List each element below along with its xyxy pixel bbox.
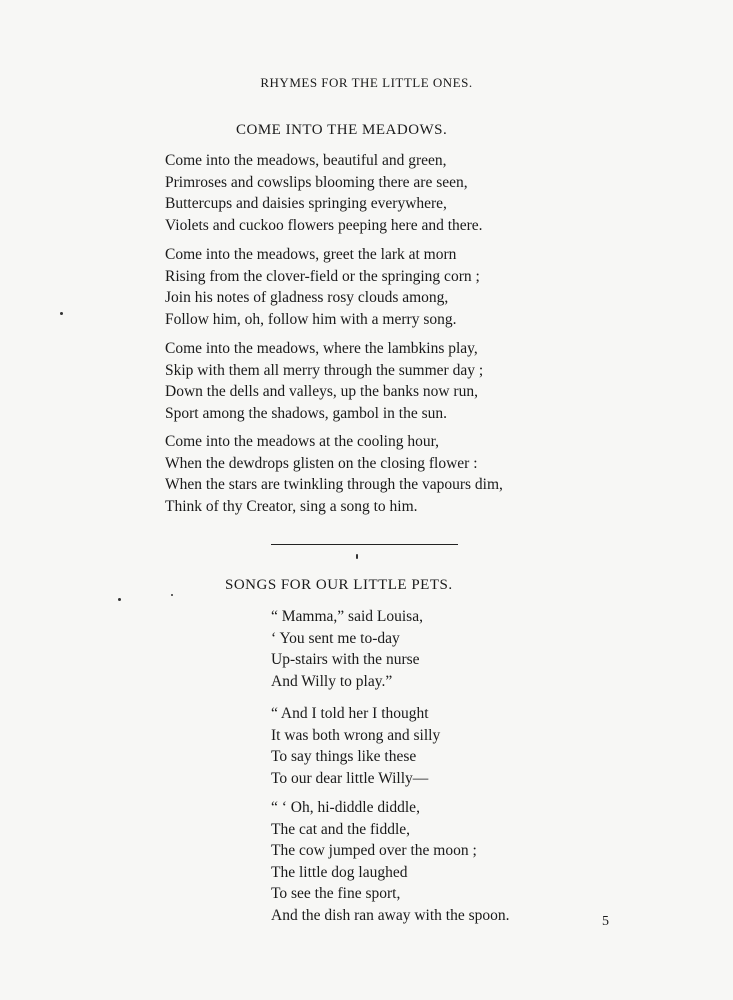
- verse-line: Skip with them all merry through the summer day ;: [165, 361, 484, 379]
- verse-line: The cow jumped over the moon ;: [271, 842, 477, 859]
- poem-title-songs-for-our-little-pets: SONGS FOR OUR LITTLE PETS.: [225, 577, 453, 593]
- verse-line: Up-stairs with the nurse: [271, 651, 420, 668]
- verse-line: Down the dells and valleys, up the banks now run,: [165, 383, 478, 400]
- stanza: [165, 338, 483, 424]
- section-divider-rule: [271, 544, 458, 545]
- stanza: [271, 606, 423, 692]
- verse-line: It was both wrong and silly: [271, 726, 441, 744]
- verse-line: Come into the meadows, greet the lark at morn: [165, 246, 457, 263]
- verse-line: When the dewdrops glisten on the closing flower :: [165, 454, 478, 472]
- verse-line: And the dish ran away with the spoon.: [271, 906, 510, 924]
- verse-line: To see the fine sport,: [271, 885, 401, 902]
- verse-line: Buttercups and daisies springing everywhere,: [165, 195, 447, 212]
- stanza: [165, 150, 483, 236]
- verse-line: Violets and cuckoo flowers peeping here and there.: [165, 216, 483, 234]
- print-speck: [356, 554, 358, 559]
- verse-line: Follow him, oh, follow him with a merry song.: [165, 310, 457, 328]
- verse-line: Come into the meadows at the cooling hour,: [165, 433, 440, 450]
- verse-line: The little dog laughed: [271, 863, 408, 881]
- verse-line: ‘ You sent me to-day: [271, 629, 400, 647]
- verse-line: “ And I told her I thought: [271, 705, 429, 722]
- verse-line: To say things like these: [271, 748, 417, 765]
- verse-line: The cat and the fiddle,: [271, 820, 411, 838]
- verse-line: Join his notes of gladness rosy clouds among,: [165, 289, 449, 306]
- stanza: [271, 797, 510, 926]
- print-speck: [60, 312, 63, 315]
- verse-line: Think of thy Creator, sing a song to him.: [165, 497, 418, 515]
- page-number: 5: [602, 914, 609, 929]
- verse-line: “ ‘ Oh, hi-diddle diddle,: [271, 799, 420, 816]
- stanza: [165, 431, 503, 517]
- verse-line: “ Mamma,” said Louisa,: [271, 608, 423, 625]
- running-head: RHYMES FOR THE LITTLE ONES.: [260, 75, 473, 90]
- verse-line: Primroses and cowslips blooming there are seen,: [165, 173, 468, 191]
- verse-line: To our dear little Willy—: [271, 769, 429, 787]
- verse-line: Sport among the shadows, gambol in the sun.: [165, 404, 447, 422]
- verse-line: Come into the meadows, beautiful and green,: [165, 152, 447, 169]
- verse-line: Come into the meadows, where the lambkins play,: [165, 340, 478, 357]
- verse-line: Rising from the clover-field or the springing corn ;: [165, 267, 480, 285]
- stanza: [271, 703, 440, 789]
- stanza: [165, 244, 480, 330]
- verse-line: And Willy to play.”: [271, 672, 393, 690]
- verse-line: When the stars are twinkling through the vapours dim,: [165, 476, 503, 493]
- print-speck: [171, 594, 173, 596]
- print-speck: [118, 598, 121, 601]
- poem-title-come-into-the-meadows: COME INTO THE MEADOWS.: [236, 122, 448, 138]
